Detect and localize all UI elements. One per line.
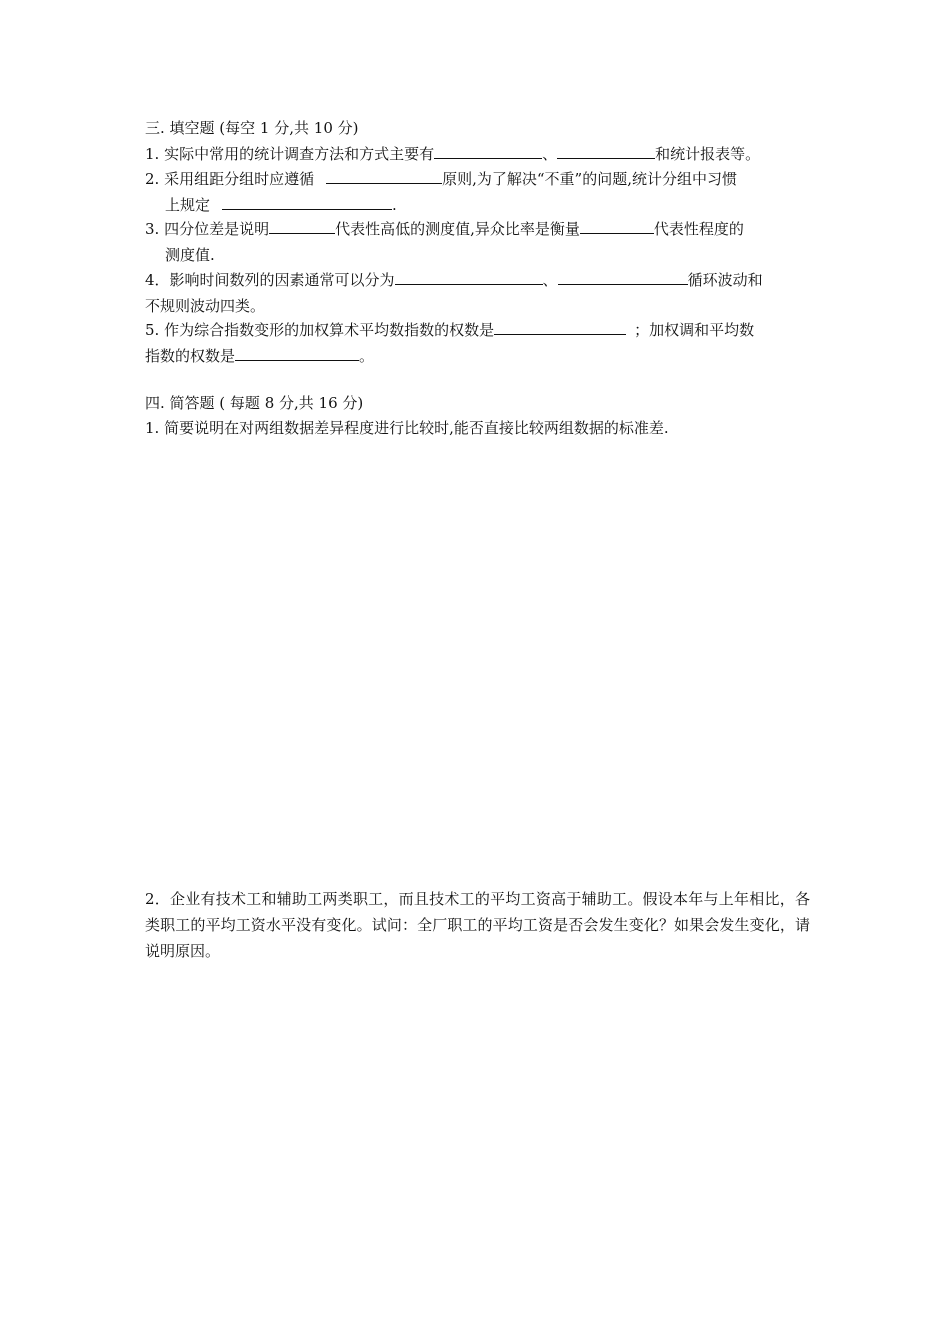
answer-blank[interactable] (269, 219, 335, 234)
short-question-2: 2．企业有技术工和辅助工两类职工，而且技术工的平均工资高于辅助工。假设本年与上年相比，各类职工的平均工资水平没有变化。试问：全厂职工的平均工资是否会发生变化？如果会发生变化，请说明原因。 (145, 890, 810, 960)
fill-question-4: 4．影响时间数列的因素通常可以分为 、 循环波动和 不规则波动四类。 (145, 271, 763, 315)
answer-blank[interactable] (326, 169, 442, 184)
answer-blank[interactable] (494, 320, 626, 335)
section4-heading: 四. 简答题 ( 每题 8 分,共 16 分) (145, 394, 364, 412)
short-question-1: 1. 简要说明在对两组数据差异程度进行比较时,能否直接比较两组数据的标准差. (145, 419, 669, 437)
answer-blank[interactable] (580, 219, 654, 234)
section3-heading: 三. 填空题 (每空 1 分,共 10 分) (145, 119, 359, 137)
fill-question-3: 3. 四分位差是说明 代表性高低的测度值,异众比率是衡量 代表性程度的 测度值. (145, 220, 744, 264)
answer-blank[interactable] (395, 270, 543, 285)
answer-blank[interactable] (235, 346, 359, 361)
fill-question-1: 1. 实际中常用的统计调查方法和方式主要有 、 和统计报表等。 (145, 145, 761, 163)
fill-question-2: 2. 采用组距分组时应遵循 原则,为了解决“不重”的问题,统计分组中习惯 上规定 . (145, 170, 737, 214)
answer-blank[interactable] (434, 144, 542, 159)
answer-blank[interactable] (558, 270, 688, 285)
answer-blank[interactable] (557, 144, 655, 159)
answer-blank[interactable] (222, 195, 392, 210)
fill-question-5: 5. 作为综合指数变形的加权算术平均数指数的权数是 ；加权调和平均数 指数的权数是 。 (145, 321, 755, 365)
